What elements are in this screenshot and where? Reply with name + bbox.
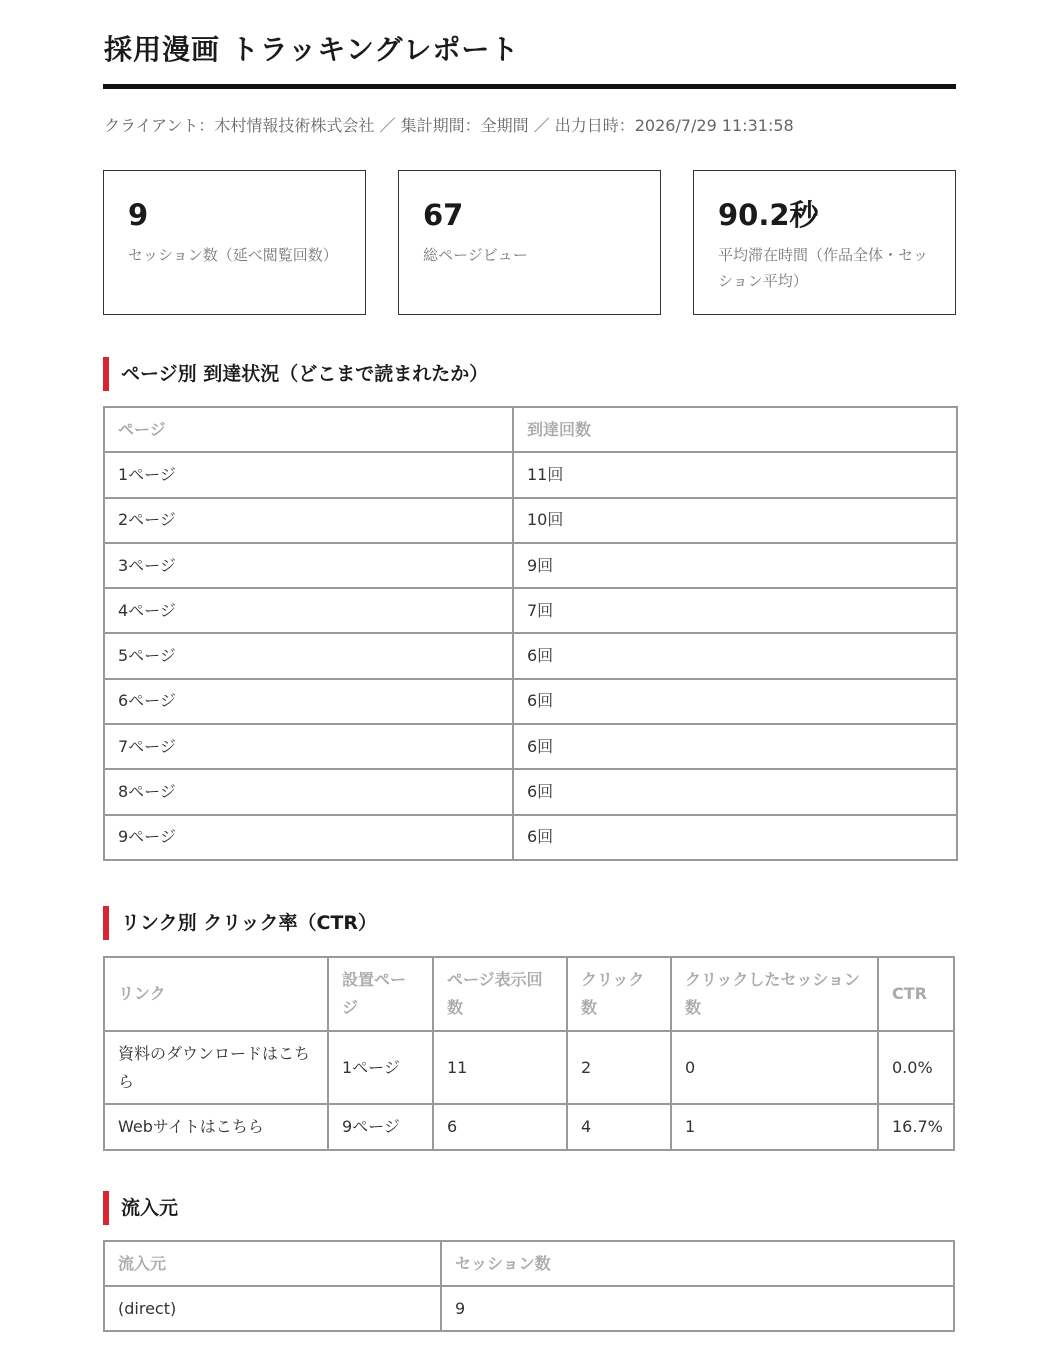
clicked-sessions-cell: 0 xyxy=(671,1031,878,1104)
page-cell: 1ページ xyxy=(104,452,513,497)
stat-card-sessions xyxy=(103,170,366,315)
column-header-page-views: ページ表示回数 xyxy=(433,957,567,1031)
source-cell: (direct) xyxy=(104,1286,441,1331)
reach-count-cell: 9回 xyxy=(513,543,957,588)
table-header-row xyxy=(104,957,954,1031)
clicked-sessions-cell: 1 xyxy=(671,1104,878,1150)
reach-count-cell: 6回 xyxy=(513,815,957,860)
column-header-ctr: CTR xyxy=(878,957,954,1031)
column-header-placement-page: 設置ページ xyxy=(328,957,433,1031)
table-header-row xyxy=(104,1241,954,1286)
ctr-cell: 16.7% xyxy=(878,1104,954,1150)
section-heading-traffic-source: 流入元 xyxy=(103,1191,178,1225)
page-cell: 6ページ xyxy=(104,679,513,724)
page-views-cell: 11 xyxy=(433,1031,567,1104)
table-header-row xyxy=(104,407,957,452)
page-title: 採用漫画 トラッキングレポート xyxy=(104,33,520,66)
page-cell: 5ページ xyxy=(104,633,513,678)
reach-count-cell: 6回 xyxy=(513,769,957,814)
table-row xyxy=(104,452,957,497)
traffic-source-table xyxy=(103,1240,955,1332)
column-header-link: リンク xyxy=(104,957,328,1031)
link-ctr-table xyxy=(103,956,955,1151)
table-row xyxy=(104,498,957,543)
section-heading-page-reach: ページ別 到達状況（どこまで読まれたか） xyxy=(103,357,488,391)
reach-count-cell: 6回 xyxy=(513,679,957,724)
reach-count-cell: 10回 xyxy=(513,498,957,543)
column-header-clicked-sessions: クリックしたセッション数 xyxy=(671,957,878,1031)
page-cell: 7ページ xyxy=(104,724,513,769)
session-count-cell: 9 xyxy=(441,1286,954,1331)
table-row xyxy=(104,588,957,633)
section-heading-link-ctr: リンク別 クリック率（CTR） xyxy=(103,906,377,940)
stat-value-pageviews: 67 xyxy=(423,198,464,232)
column-header-page: ページ xyxy=(104,407,513,452)
reach-count-cell: 11回 xyxy=(513,452,957,497)
stat-label-pageviews: 総ページビュー xyxy=(423,246,528,264)
placement-page-cell: 1ページ xyxy=(328,1031,433,1104)
table-row xyxy=(104,633,957,678)
reach-count-cell: 7回 xyxy=(513,588,957,633)
table-row xyxy=(104,543,957,588)
report-meta: クライアント：木村情報技術株式会社 ／ 集計期間：全期間 ／ 出力日時：2026/7/29 11:31:58 xyxy=(104,116,794,135)
table-row xyxy=(104,679,957,724)
stat-label-avg-time: 平均滞在時間（作品全体・セッション平均） xyxy=(718,246,929,290)
column-header-reach-count: 到達回数 xyxy=(513,407,957,452)
stat-label-sessions: セッション数（延べ閲覧回数） xyxy=(128,246,338,264)
link-name-cell: Webサイトはこちら xyxy=(104,1104,328,1150)
table-row xyxy=(104,724,957,769)
page-cell: 9ページ xyxy=(104,815,513,860)
stat-card-pageviews xyxy=(398,170,661,315)
placement-page-cell: 9ページ xyxy=(328,1104,433,1150)
title-divider xyxy=(103,84,956,89)
table-row xyxy=(104,1104,954,1150)
reach-count-cell: 6回 xyxy=(513,633,957,678)
page-views-cell: 6 xyxy=(433,1104,567,1150)
table-row xyxy=(104,769,957,814)
reach-count-cell: 6回 xyxy=(513,724,957,769)
stat-card-avg-time xyxy=(693,170,956,315)
page-cell: 3ページ xyxy=(104,543,513,588)
ctr-cell: 0.0% xyxy=(878,1031,954,1104)
page-cell: 4ページ xyxy=(104,588,513,633)
table-row xyxy=(104,1031,954,1104)
link-name-cell: 資料のダウンロードはこちら xyxy=(104,1031,328,1104)
clicks-cell: 2 xyxy=(567,1031,671,1104)
table-row xyxy=(104,815,957,860)
stat-value-avg-time: 90.2秒 xyxy=(718,198,819,232)
stat-value-sessions: 9 xyxy=(128,198,149,232)
page-cell: 8ページ xyxy=(104,769,513,814)
page-cell: 2ページ xyxy=(104,498,513,543)
column-header-session-count: セッション数 xyxy=(441,1241,954,1286)
clicks-cell: 4 xyxy=(567,1104,671,1150)
column-header-clicks: クリック数 xyxy=(567,957,671,1031)
page-reach-table xyxy=(103,406,958,861)
column-header-source: 流入元 xyxy=(104,1241,441,1286)
table-row xyxy=(104,1286,954,1331)
